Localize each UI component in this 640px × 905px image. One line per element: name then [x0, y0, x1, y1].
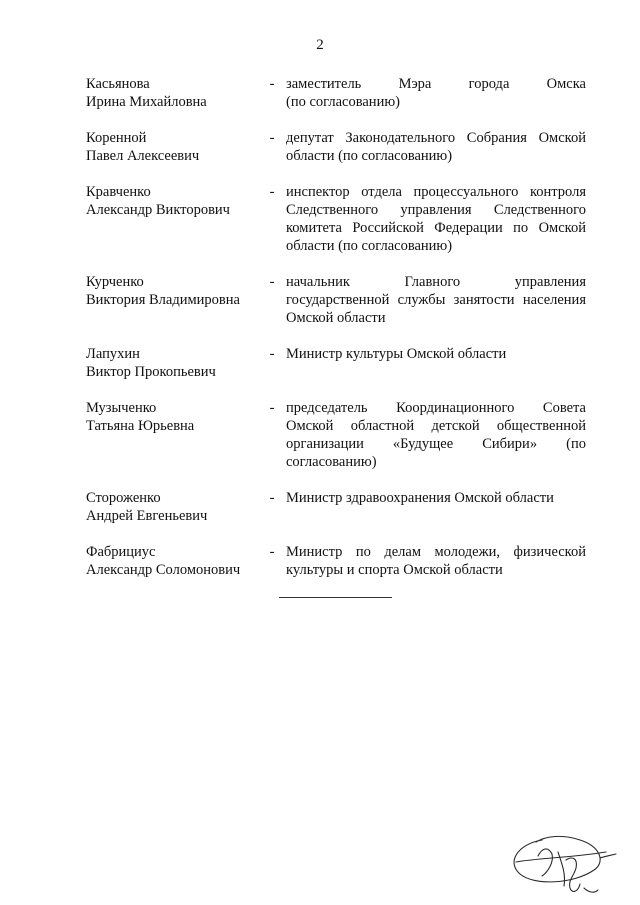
member-name [86, 345, 258, 381]
member-name [86, 273, 258, 327]
member-surname: Музыченко [86, 400, 157, 416]
role-line: начальник Главного управления [286, 274, 586, 290]
member-entry [86, 273, 586, 327]
member-name [86, 399, 258, 471]
member-given-name: Павел Алексеевич [86, 148, 200, 164]
dash-separator: - [269, 490, 275, 506]
role-line: заместитель Мэра города Омска [286, 76, 586, 92]
member-given-name: Виктор Прокопьевич [86, 364, 216, 380]
member-surname: Курченко [86, 274, 144, 290]
member-name [86, 129, 258, 165]
role-line: Министр культуры Омской области [286, 346, 507, 362]
member-given-name: Андрей Евгеньевич [86, 508, 208, 524]
member-entry [86, 543, 586, 579]
member-surname: Кравченко [86, 184, 151, 200]
member-given-name: Александр Викторович [86, 202, 230, 218]
role-line: организации «Будущее Сибири» (по [286, 436, 586, 452]
member-list [86, 75, 586, 579]
role-line: Министр по делам молодежи, физической [286, 544, 586, 560]
member-role [286, 183, 586, 255]
role-line: государственной службы занятости населения [286, 292, 586, 308]
role-line: Омской областной детской общественной [286, 418, 586, 434]
member-role [286, 399, 586, 471]
role-line: (по согласованию) [286, 94, 400, 110]
role-line: депутат Законодательного Собрания Омской [286, 130, 586, 146]
member-entry [86, 75, 586, 111]
member-given-name: Виктория Владимировна [86, 292, 240, 308]
role-line: Омской области [286, 310, 386, 326]
dash-separator: - [269, 274, 275, 290]
dash-separator: - [269, 130, 275, 146]
member-role [286, 489, 586, 525]
role-line: согласованию) [286, 454, 377, 470]
dash-separator: - [269, 346, 275, 362]
dash-separator: - [269, 544, 275, 560]
role-line: инспектор отдела процессуального контроля [286, 184, 586, 200]
member-name [86, 489, 258, 525]
member-name [86, 183, 258, 255]
role-line: области (по согласованию) [286, 148, 453, 164]
member-surname: Коренной [86, 130, 147, 146]
member-entry [86, 489, 586, 525]
role-line: Министр здравоохранения Омской области [286, 490, 554, 506]
member-surname: Касьянова [86, 76, 150, 92]
member-role [286, 75, 586, 111]
member-entry [86, 399, 586, 471]
dash-separator: - [269, 184, 275, 200]
member-surname: Лапухин [86, 346, 140, 362]
page-number: 2 [316, 37, 324, 53]
dash-separator: - [269, 76, 275, 92]
member-entry [86, 345, 586, 381]
handwritten-signature [508, 822, 618, 897]
role-line: председатель Координационного Совета [286, 400, 586, 416]
member-entry [86, 129, 586, 165]
member-name [86, 75, 258, 111]
member-name [86, 543, 258, 579]
role-line: комитета Российской Федерации по Омской [286, 220, 586, 236]
closing-rule [279, 597, 392, 598]
member-role [286, 129, 586, 165]
member-given-name: Татьяна Юрьевна [86, 418, 195, 434]
member-surname: Стороженко [86, 490, 161, 506]
role-line: культуры и спорта Омской области [286, 562, 503, 578]
dash-separator: - [269, 400, 275, 416]
member-surname: Фабрициус [86, 544, 156, 560]
member-role [286, 345, 586, 381]
member-role [286, 273, 586, 327]
member-entry [86, 183, 586, 255]
role-line: Следственного управления Следственного [286, 202, 586, 218]
member-given-name: Ирина Михайловна [86, 94, 207, 110]
member-role [286, 543, 586, 579]
role-line: области (по согласованию) [286, 238, 453, 254]
member-given-name: Александр Соломонович [86, 562, 241, 578]
